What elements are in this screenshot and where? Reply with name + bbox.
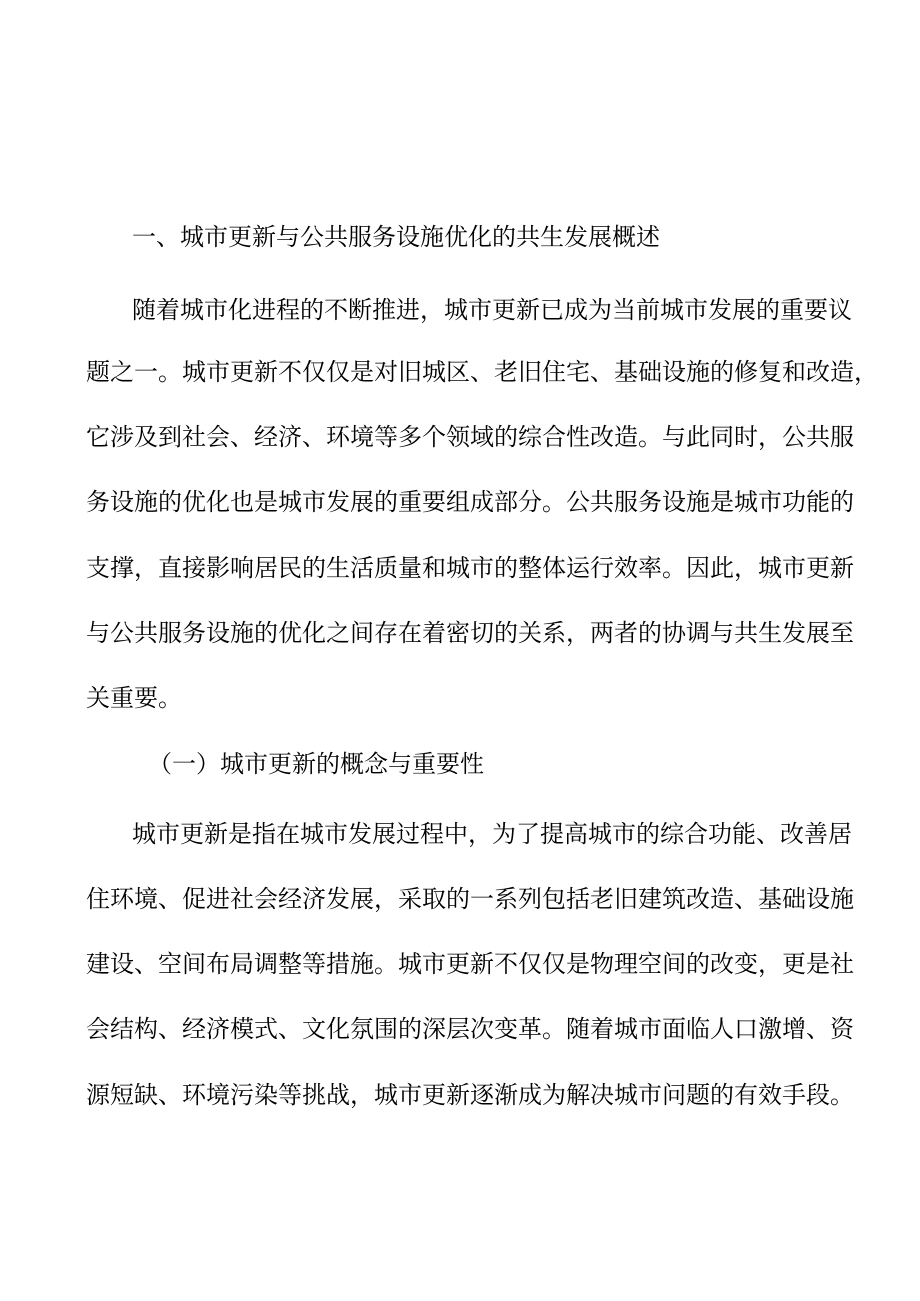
section-heading: 一、城市更新与公共服务设施优化的共生发展概述 xyxy=(132,223,660,251)
paragraph-line: 题之一。城市更新不仅仅是对旧城区、老旧住宅、基础设施的修复和改造， xyxy=(86,358,878,386)
paragraph-line: 会结构、经济模式、文化氛围的深层次变革。随着城市面临人口激增、资 xyxy=(86,1015,854,1043)
paragraph-line: 源短缺、环境污染等挑战，城市更新逐渐成为解决城市问题的有效手段。 xyxy=(86,1081,854,1109)
paragraph-line: 支撑，直接影响居民的生活质量和城市的整体运行效率。因此，城市更新 xyxy=(86,554,854,582)
paragraph-line: 与公共服务设施的优化之间存在着密切的关系，两者的协调与共生发展至 xyxy=(86,619,854,647)
paragraph-line: 随着城市化进程的不断推进，城市更新已成为当前城市发展的重要议 xyxy=(132,296,852,324)
paragraph-line: 它涉及到社会、经济、环境等多个领域的综合性改造。与此同时，公共服 xyxy=(86,423,854,451)
paragraph-line: 住环境、促进社会经济发展，采取的一系列包括老旧建筑改造、基础设施 xyxy=(86,885,854,913)
paragraph-line: 城市更新是指在城市发展过程中，为了提高城市的综合功能、改善居 xyxy=(132,820,852,848)
paragraph-line: 关重要。 xyxy=(86,684,182,712)
paragraph-line: 务设施的优化也是城市发展的重要组成部分。公共服务设施是城市功能的 xyxy=(86,488,854,516)
subsection-heading: （一）城市更新的概念与重要性 xyxy=(148,750,484,778)
paragraph-line: 建设、空间布局调整等措施。城市更新不仅仅是物理空间的改变，更是社 xyxy=(86,950,854,978)
